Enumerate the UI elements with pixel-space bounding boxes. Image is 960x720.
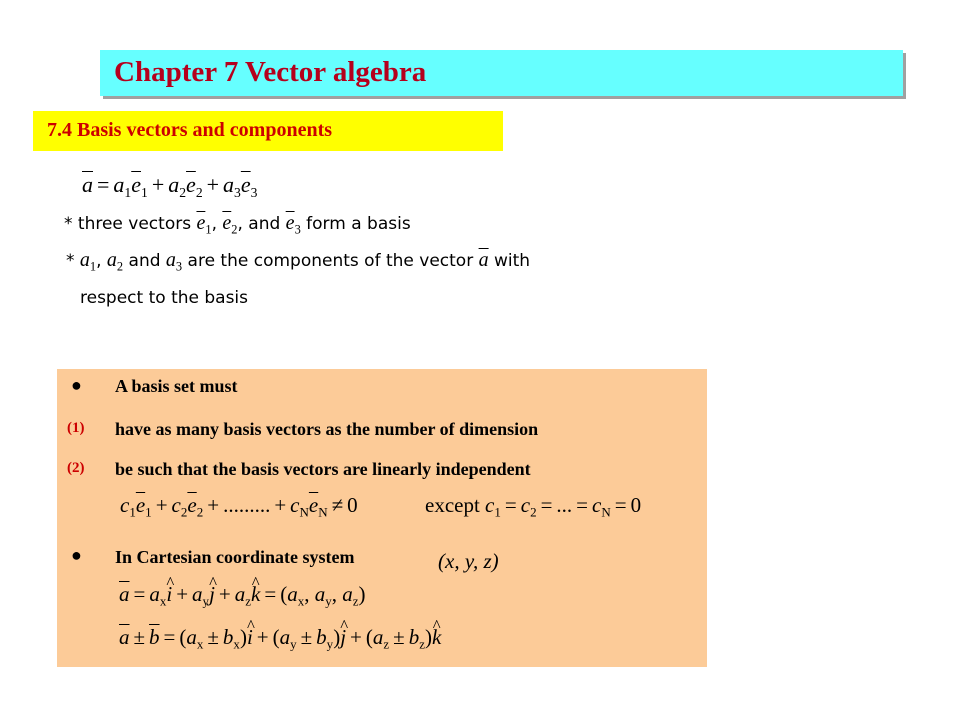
chapter-title-bar <box>100 50 903 96</box>
item-number-2: (2) <box>67 460 85 476</box>
basis-note-line: * three vectors $\overline{e}_1$, $\overline{e}_2$, and $\overline{e}_3$ form a basis <box>64 212 411 237</box>
bullet-icon: ● <box>71 545 82 565</box>
cartesian-heading: In Cartesian coordinate system <box>115 547 355 567</box>
bullet-icon: ● <box>71 375 82 395</box>
except-word: except <box>425 493 480 517</box>
vector-sum-formula: $\overline{a} \pm \overline{b} = (a_x$ ± $b_x)\^{}$ $i + (a_y$ ± $b_y)\^{}$ $j + (a_z$ ± $b_z)\^{}$ k <box>119 625 441 653</box>
note2-and: and <box>128 251 161 271</box>
except-condition: except $c_1 = c_2$ = ... = $c_N = 0$ <box>425 493 642 520</box>
cartesian-vector-formula: $\overline{a}$ = $a_x\^{}$ $i + a_y\^{}$ $j + a_z\^{}$ $k = (a_x$, $a_y$, $a_z$) <box>119 582 366 610</box>
basis-requirements-box <box>57 369 707 667</box>
item-number-1: (1) <box>67 420 85 436</box>
components-note-line: * $a_1$, $a_2$ and $a_3$ are the components of the vector $\overline{a}$ with <box>66 249 531 274</box>
note1-comma: , <box>211 214 217 234</box>
cartesian-coords: (x, y, z) <box>438 549 499 573</box>
note1-suffix: form a basis <box>306 214 411 234</box>
note2-middle: are the components of the vector <box>187 251 474 271</box>
linear-independence-formula: $c_1\overline{e}_1 + c_2\overline{e}_2$ + ......... + $c_N\overline{e}_N \ne 0$ <box>120 493 358 520</box>
item-text-2: be such that the basis vectors are linearly independent <box>115 459 531 479</box>
note1-prefix: * three vectors <box>64 214 192 234</box>
section-title: 7.4 Basis vectors and components <box>47 119 333 141</box>
note2-prefix: * <box>66 251 75 271</box>
note2-comma: , <box>96 251 102 271</box>
note2-suffix: with <box>494 251 531 271</box>
note1-and: , and <box>237 214 281 234</box>
section-header <box>33 111 503 151</box>
basis-expansion-equation: $\overline{a} = a_1\overline{e}_1 + a_2\overline{e}_2 + a_3\overline{e}_3$ <box>82 172 258 200</box>
components-note-continuation: respect to the basis <box>80 288 249 308</box>
basis-set-heading: A basis set must <box>115 376 238 396</box>
item-text-1: have as many basis vectors as the number of dimension <box>115 419 539 439</box>
chapter-title: Chapter 7 Vector algebra <box>114 56 427 88</box>
